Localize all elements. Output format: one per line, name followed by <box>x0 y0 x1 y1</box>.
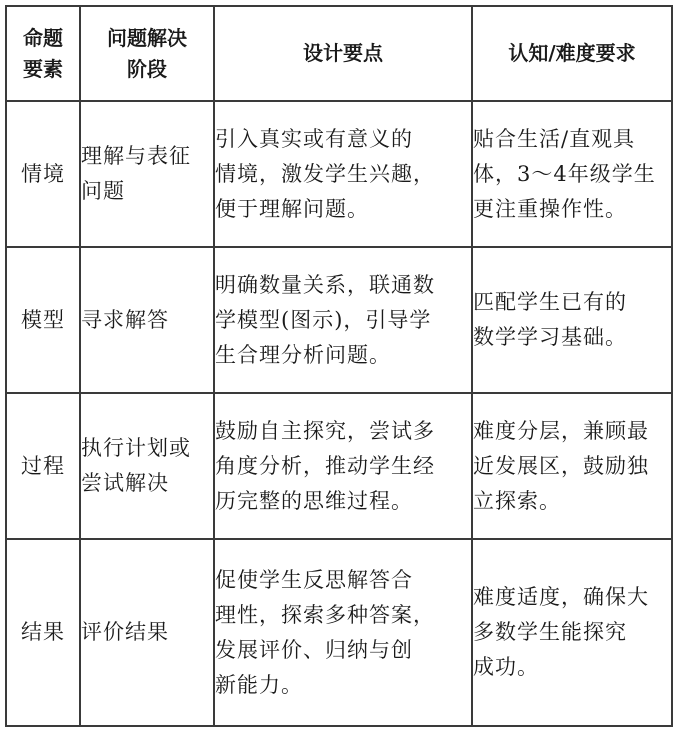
header-requirement: 认知/难度要求 <box>472 6 672 101</box>
cell-stage: 执行计划或 尝试解决 <box>80 393 214 539</box>
cell-stage: 评价结果 <box>80 539 214 726</box>
cell-design-points: 引入真实或有意义的 情境，激发学生兴趣， 便于理解问题。 <box>214 101 472 247</box>
cell-stage: 寻求解答 <box>80 247 214 393</box>
cell-requirement: 难度适度，确保大 多数学生能探究 成功。 <box>472 539 672 726</box>
cell-element: 过程 <box>6 393 80 539</box>
design-table <box>5 5 673 727</box>
table-row <box>6 393 672 539</box>
cell-requirement: 贴合生活/直观具 体，3～4年级学生 更注重操作性。 <box>472 101 672 247</box>
cell-stage: 理解与表征 问题 <box>80 101 214 247</box>
cell-element: 模型 <box>6 247 80 393</box>
header-stage: 问题解决 阶段 <box>80 6 214 101</box>
header-points: 设计要点 <box>214 6 472 101</box>
table-row <box>6 101 672 247</box>
cell-requirement: 匹配学生已有的 数学学习基础。 <box>472 247 672 393</box>
cell-design-points: 明确数量关系，联通数 学模型(图示)，引导学 生合理分析问题。 <box>214 247 472 393</box>
cell-element: 结果 <box>6 539 80 726</box>
cell-design-points: 鼓励自主探究，尝试多 角度分析，推动学生经 历完整的思维过程。 <box>214 393 472 539</box>
header-element: 命题 要素 <box>6 6 80 101</box>
table-row <box>6 539 672 726</box>
cell-requirement: 难度分层，兼顾最 近发展区，鼓励独 立探索。 <box>472 393 672 539</box>
cell-element: 情境 <box>6 101 80 247</box>
header-row <box>6 6 672 101</box>
table-row <box>6 247 672 393</box>
cell-design-points: 促使学生反思解答合 理性，探索多种答案， 发展评价、归纳与创 新能力。 <box>214 539 472 726</box>
